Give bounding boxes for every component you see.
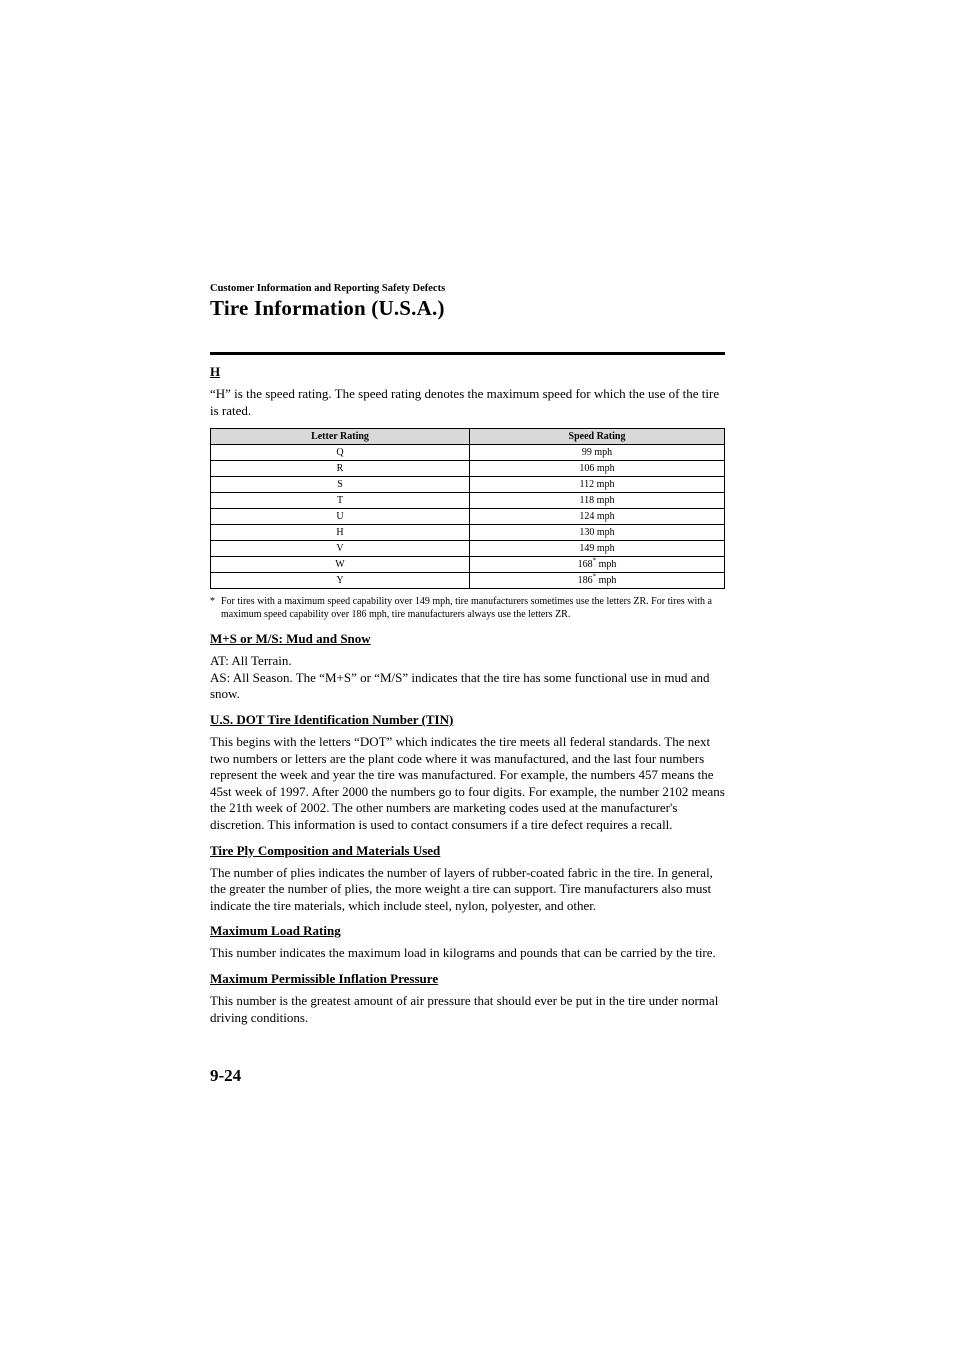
letter-cell: Y: [211, 573, 470, 589]
speed-unit: mph: [596, 558, 617, 570]
all-season-line: AS: All Season. The “M+S” or “M/S” indicates that the tire has some functional use in mud and snow.: [210, 669, 710, 702]
table-footnote: [210, 595, 726, 621]
speed-cell: 149 mph: [469, 541, 724, 557]
column-header-speed-rating: Speed Rating: [469, 429, 724, 445]
heading-ply: Tire Ply Composition and Materials Used: [210, 842, 441, 858]
footnote-mark: *: [592, 556, 597, 565]
table-row: [211, 493, 725, 509]
heading-load: Maximum Load Rating: [210, 923, 341, 939]
letter-cell: R: [211, 461, 470, 477]
letter-cell: W: [211, 557, 470, 573]
speed-value: 186: [577, 574, 593, 586]
speed-cell: 112 mph: [469, 477, 724, 493]
speed-rating-table: [210, 428, 725, 589]
speed-unit: mph: [596, 574, 617, 586]
footnote-text: For tires with a maximum speed capability over 149 mph, tire manufacturers sometimes use the letters ZR. For tires with a maximum speed capability over 186 mph, tire manufacturers always use the letters ZR.: [221, 596, 712, 621]
letter-cell: T: [211, 493, 470, 509]
page-title: Tire Information (U.S.A.): [210, 296, 445, 320]
load-text: This number indicates the maximum load in kilograms and pounds that can be carried by the tire.: [210, 945, 716, 961]
table-row: [211, 477, 725, 493]
table-row: [211, 557, 725, 573]
speed-cell: 106 mph: [469, 461, 724, 477]
table-row: [211, 445, 725, 461]
letter-cell: Q: [211, 445, 470, 461]
ply-text: The number of plies indicates the number of layers of rubber-coated fabric in the tire. In general, the greater the number of plies, the more weight a tire can support. Tire manufacturers also must indicate the tire materials, which include steel, nylon, polyester, and other.: [210, 864, 713, 913]
heading-tin: U.S. DOT Tire Identification Number (TIN): [210, 711, 454, 727]
mud-snow-text: [210, 653, 726, 703]
table-row: [211, 509, 725, 525]
speed-cell: 99 mph: [469, 445, 724, 461]
speed-cell: 118 mph: [469, 493, 724, 509]
letter-cell: H: [211, 525, 470, 541]
table-row: [211, 525, 725, 541]
speed-rating-description: “H” is the speed rating. The speed rating denotes the maximum speed for which the use of the tire is rated.: [210, 386, 720, 418]
section-header: Customer Information and Reporting Safety Defects: [210, 283, 446, 294]
title-divider: [210, 352, 725, 355]
table-row: [211, 573, 725, 589]
heading-pressure: Maximum Permissible Inflation Pressure: [210, 970, 439, 986]
table-header-row: [211, 429, 725, 445]
speed-cell: 130 mph: [469, 525, 724, 541]
speed-cell: [469, 573, 724, 589]
letter-cell: U: [211, 509, 470, 525]
footnote-mark: *: [592, 572, 597, 581]
letter-cell: V: [211, 541, 470, 557]
all-terrain-line: AT: All Terrain.: [210, 653, 292, 669]
speed-cell: [469, 557, 724, 573]
column-header-letter-rating: Letter Rating: [211, 429, 470, 445]
speed-value: 168: [577, 558, 593, 570]
speed-cell: 124 mph: [469, 509, 724, 525]
table-row: [211, 541, 725, 557]
pressure-text: This number is the greatest amount of air pressure that should ever be put in the tire under normal driving conditions.: [210, 992, 719, 1025]
page-number: 9-24: [210, 1066, 242, 1085]
heading-h: H: [210, 364, 221, 379]
footnote-asterisk: *: [210, 596, 215, 608]
page-content: [210, 364, 726, 1035]
heading-mud-snow: M+S or M/S: Mud and Snow: [210, 631, 371, 647]
letter-cell: S: [211, 477, 470, 493]
table-row: [211, 461, 725, 477]
tin-text: This begins with the letters “DOT” which indicates the tire meets all federal standards. The next two numbers or letters are the plant code where it was manufactured, and the last four numbers represent the week and year the tire was manufactured. For example, the numbers 457 means the 45st week of 1997. After 2000 the numbers go to four digits. For example, the number 2102 means the 21th week of 2002. The other numbers are marketing codes used at the manufacturer's discretion. This information is used to contact consumers if a tire defect requires a recall.: [210, 733, 725, 832]
